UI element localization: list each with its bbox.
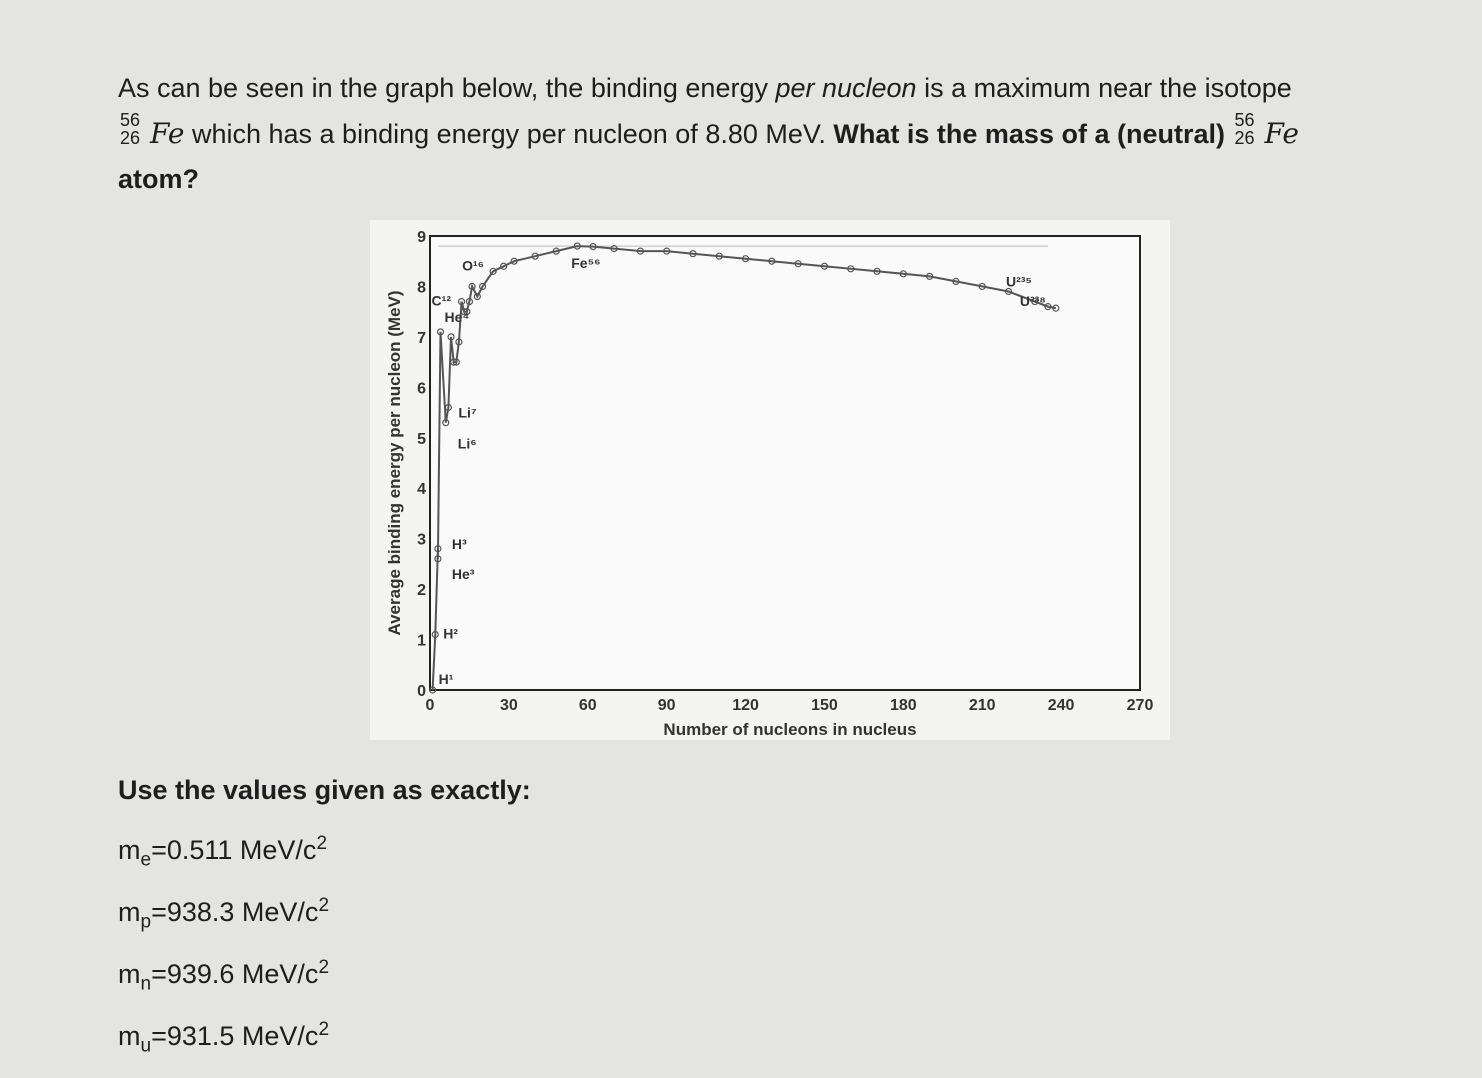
y-tick-label: 2 <box>417 582 426 600</box>
isotope-label: He⁴ <box>444 308 470 325</box>
value-proton-mass: $m_p=938.3$ MeV/$c^2$ <box>118 895 330 933</box>
y-axis-title: Average binding energy per nucleon (MeV) <box>385 290 404 636</box>
x-tick-label: 120 <box>732 697 759 714</box>
isotope-label: Li⁶ <box>457 435 477 452</box>
y-tick-label: 9 <box>417 229 426 246</box>
isotope-label: H² <box>443 625 459 642</box>
isotope-label: H¹ <box>438 671 454 687</box>
isotope-label: C¹² <box>431 292 451 309</box>
y-tick-label: 1 <box>417 632 426 650</box>
fe-isotope-notation: 56 26 <box>120 110 141 148</box>
question-part3: which has a binding energy per nucleon of 8.80 MeV. <box>184 119 834 149</box>
x-axis-title: Number of nucleons in nucleus <box>663 720 917 739</box>
isotope-label: U²³⁸ <box>1019 293 1046 310</box>
x-tick-label: 0 <box>425 697 435 714</box>
question-bold: What is the mass of a (neutral) <box>833 119 1225 149</box>
x-tick-label: 30 <box>499 697 518 714</box>
question-italic: per nucleon <box>775 73 917 103</box>
fe-isotope-notation-2: 56 26 <box>1234 110 1255 148</box>
isotope-label: Fe⁵⁶ <box>571 255 601 272</box>
binding-energy-chart <box>370 220 1170 740</box>
isotope-label: U²³⁵ <box>1005 273 1032 290</box>
x-tick-label: 90 <box>657 697 676 714</box>
fe-symbol-2: Fe <box>1264 117 1299 150</box>
value-neutron-mass: $m_n=939.6$ MeV/$c^2$ <box>118 957 330 995</box>
given-values <box>118 770 718 1072</box>
y-tick-label: 6 <box>417 380 426 398</box>
x-tick-label: 240 <box>1047 697 1075 714</box>
question-text <box>118 66 1368 202</box>
isotope-label: O¹⁶ <box>462 257 485 274</box>
x-tick-label: 210 <box>968 697 996 714</box>
value-atomic-mass-unit: $m_u=931.5$ MeV/$c^2$ <box>118 1019 330 1057</box>
isotope-label: He³ <box>451 565 475 582</box>
question-part1: As can be seen in the graph below, the binding energy <box>118 73 776 103</box>
y-tick-label: 7 <box>417 329 426 347</box>
values-heading: Use the values given as exactly: <box>118 775 531 805</box>
question-part2: is a maximum near the isotope <box>916 73 1292 103</box>
y-tick-label: 4 <box>417 481 426 499</box>
x-tick-label: 180 <box>889 697 917 714</box>
y-tick-label: 8 <box>417 279 426 297</box>
x-tick-label: 270 <box>1126 697 1154 714</box>
y-tick-label: 0 <box>417 683 426 700</box>
question-end: atom? <box>118 164 199 194</box>
x-tick-label: 150 <box>811 697 838 714</box>
y-tick-label: 3 <box>417 531 426 549</box>
x-tick-label: 60 <box>578 697 597 714</box>
fe-symbol: Fe <box>150 117 185 150</box>
value-electron-mass: $m_e=0.511$ MeV/$c^2$ <box>118 833 328 871</box>
y-tick-label: 5 <box>417 430 426 448</box>
isotope-label: H³ <box>451 535 467 552</box>
isotope-label: Li⁷ <box>458 404 477 421</box>
